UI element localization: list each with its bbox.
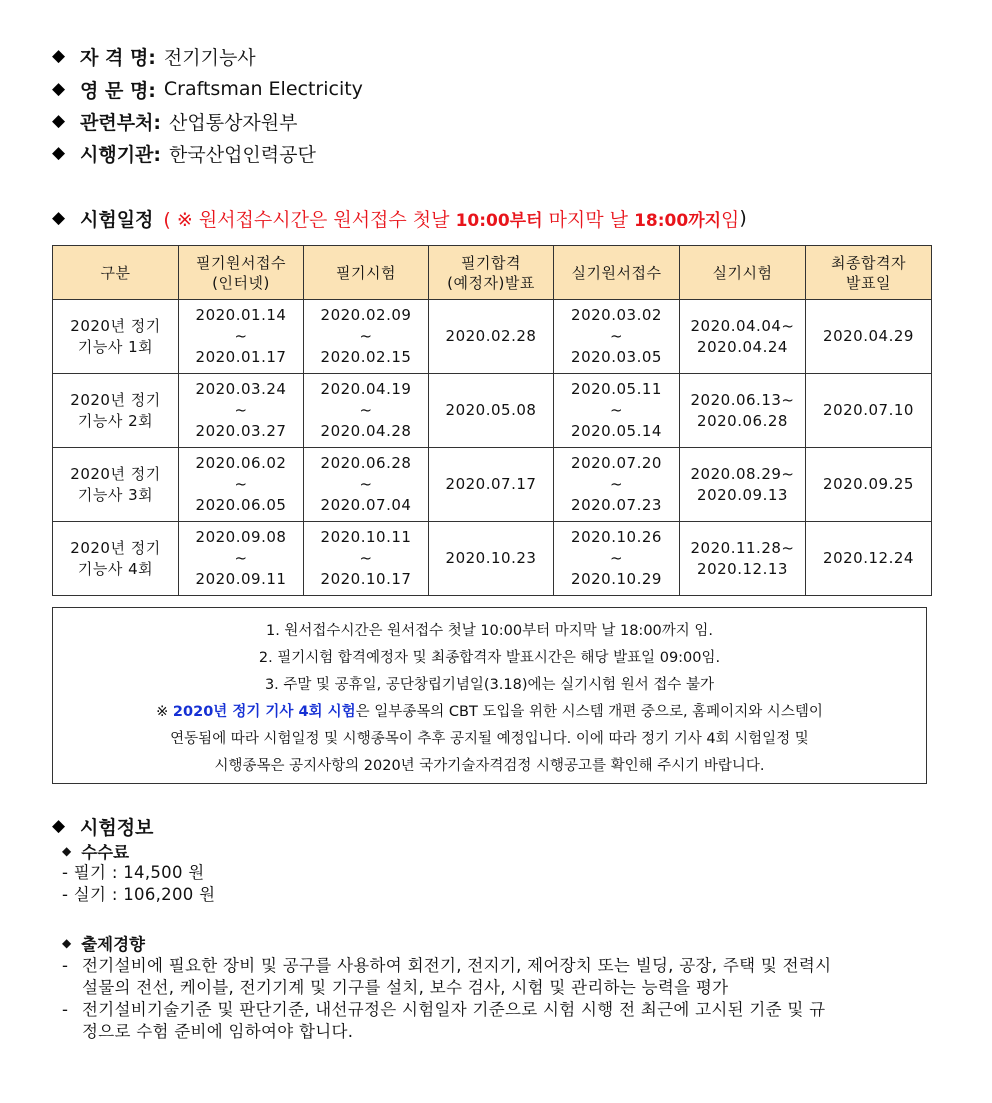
trend-line xyxy=(62,999,825,1021)
info-value: 산업통상자원부 xyxy=(169,111,298,134)
column-header: 필기합격 (예정자)발표 xyxy=(429,246,554,300)
info-label: 영 문 명: xyxy=(80,79,156,102)
note-line-6: 시행종목은 공지사항의 2020년 국가기술자격검정 시행공고를 확인해 주시기 바랍니다. xyxy=(214,758,765,774)
final-result-cell: 2020.07.10 xyxy=(806,374,932,448)
written-result-cell: 2020.05.08 xyxy=(429,374,554,448)
info-row-ministry xyxy=(52,108,298,134)
dash-bullet: - xyxy=(62,1000,69,1019)
schedule-title: 시험일정 xyxy=(80,208,154,231)
schedule-table xyxy=(52,245,932,596)
trend-text: 정으로 수험 준비에 임하여야 합니다. xyxy=(82,1022,354,1041)
written-result-cell: 2020.07.17 xyxy=(429,448,554,522)
diamond-bullet-icon: ◆ xyxy=(52,46,66,66)
info-row-name xyxy=(52,43,256,69)
trend-text: 설물의 전선, 케이블, 전기기계 및 기구를 설치, 보수 검사, 시험 및 관리하는 능력을 평가 xyxy=(82,978,729,997)
dash-bullet: - xyxy=(62,956,69,975)
schedule-note-open: ( ※ 원서접수시간은 원서접수 첫날 xyxy=(163,208,456,231)
trend-text: 전기설비에 필요한 장비 및 공구를 사용하여 회전기, 전지기, 제어장치 또는 빌딩, 공장, 주택 및 전력시 xyxy=(82,956,832,975)
final-result-cell: 2020.04.29 xyxy=(806,300,932,374)
table-row xyxy=(53,374,932,448)
column-header: 구분 xyxy=(53,246,179,300)
column-header: 최종합격자 발표일 xyxy=(806,246,932,300)
schedule-note-mid: 마지막 날 xyxy=(542,208,635,231)
practical-application-cell: 2020.05.11 ~ 2020.05.14 xyxy=(554,374,680,448)
trend-line xyxy=(62,1021,353,1043)
trend-line xyxy=(62,955,831,977)
info-value: 한국산업인력공단 xyxy=(169,143,316,166)
trend-heading xyxy=(62,932,145,954)
info-value: 전기기능사 xyxy=(163,46,256,69)
practical-application-cell: 2020.10.26 ~ 2020.10.29 xyxy=(554,522,680,596)
diamond-bullet-icon: ◆ xyxy=(52,816,66,836)
exam-info-heading xyxy=(52,813,153,839)
trend-line xyxy=(62,977,728,999)
fee-practical: - 실기 : 106,200 원 xyxy=(62,885,216,904)
column-header: 필기시험 xyxy=(304,246,429,300)
round-name-cell: 2020년 정기 기능사 3회 xyxy=(53,448,179,522)
schedule-heading xyxy=(52,203,747,233)
info-row-english-name xyxy=(52,76,363,102)
table-row xyxy=(53,522,932,596)
info-row-agency xyxy=(52,140,316,166)
practical-exam-cell: 2020.06.13~ 2020.06.28 xyxy=(680,374,806,448)
note-text: 은 일부종목의 CBT 도입을 위한 시스템 개편 중으로, 홈페이지와 시스템이 xyxy=(355,704,823,720)
info-label: 관련부처: xyxy=(80,111,162,134)
table-row xyxy=(53,448,932,522)
note-line-4 xyxy=(53,699,926,726)
schedule-note-time-start: 10:00부터 xyxy=(455,210,543,231)
practical-application-cell: 2020.07.20 ~ 2020.07.23 xyxy=(554,448,680,522)
diamond-bullet-icon: ◆ xyxy=(52,208,66,228)
table-header-row xyxy=(53,246,932,300)
notes-box xyxy=(52,607,927,784)
fee-written: - 필기 : 14,500 원 xyxy=(62,863,205,882)
note-line-1: 1. 원서접수시간은 원서접수 첫날 10:00부터 마지막 날 18:00까지 임. xyxy=(265,623,714,639)
note-line-2: 2. 필기시험 합격예정자 및 최종합격자 발표시간은 해당 발표일 09:00임. xyxy=(258,650,721,666)
diamond-bullet-icon: ◆ xyxy=(52,79,66,99)
small-diamond-bullet-icon: ◆ xyxy=(62,936,72,950)
final-result-cell: 2020.12.24 xyxy=(806,522,932,596)
written-exam-cell: 2020.04.19 ~ 2020.04.28 xyxy=(304,374,429,448)
written-result-cell: 2020.02.28 xyxy=(429,300,554,374)
written-application-cell: 2020.03.24 ~ 2020.03.27 xyxy=(179,374,304,448)
note-line-5: 연동됨에 따라 시험일정 및 시행종목이 추후 공지될 예정입니다. 이에 따라 정기 기사 4회 시험일정 및 xyxy=(170,731,809,747)
schedule-note-end: 임 xyxy=(721,208,740,231)
fee-heading xyxy=(62,840,129,862)
practical-exam-cell: 2020.08.29~ 2020.09.13 xyxy=(680,448,806,522)
table-row xyxy=(53,300,932,374)
info-label: 자 격 명: xyxy=(80,46,156,69)
column-header: 필기원서접수 (인터넷) xyxy=(179,246,304,300)
small-diamond-bullet-icon: ◆ xyxy=(62,844,72,858)
trend-text: 전기설비기술기준 및 판단기준, 내선규정은 시험일자 기준으로 시험 시행 전 최근에 고시된 기준 및 규 xyxy=(82,1000,826,1019)
diamond-bullet-icon: ◆ xyxy=(52,143,66,163)
info-value: Craftsman Electricity xyxy=(163,78,363,100)
info-label: 시행기관: xyxy=(80,143,162,166)
fee-title: 수수료 xyxy=(81,843,130,862)
schedule-note-time-end: 18:00까지 xyxy=(634,210,722,231)
written-application-cell: 2020.09.08 ~ 2020.09.11 xyxy=(179,522,304,596)
final-result-cell: 2020.09.25 xyxy=(806,448,932,522)
round-name-cell: 2020년 정기 기능사 2회 xyxy=(53,374,179,448)
practical-exam-cell: 2020.04.04~ 2020.04.24 xyxy=(680,300,806,374)
written-application-cell: 2020.06.02 ~ 2020.06.05 xyxy=(179,448,304,522)
written-exam-cell: 2020.10.11 ~ 2020.10.17 xyxy=(304,522,429,596)
practical-exam-cell: 2020.11.28~ 2020.12.13 xyxy=(680,522,806,596)
note-line-3: 3. 주말 및 공휴일, 공단창립기념일(3.18)에는 실기시험 원서 접수 불가 xyxy=(264,677,715,693)
written-application-cell: 2020.01.14 ~ 2020.01.17 xyxy=(179,300,304,374)
written-exam-cell: 2020.02.09 ~ 2020.02.15 xyxy=(304,300,429,374)
exam-info-title: 시험정보 xyxy=(80,816,154,839)
schedule-note-close: ) xyxy=(739,207,747,229)
round-name-cell: 2020년 정기 기능사 1회 xyxy=(53,300,179,374)
trend-title: 출제경향 xyxy=(81,935,145,954)
round-name-cell: 2020년 정기 기능사 4회 xyxy=(53,522,179,596)
written-result-cell: 2020.10.23 xyxy=(429,522,554,596)
note-reference-mark: ※ xyxy=(156,704,173,720)
note-highlight: 2020년 정기 기사 4회 시험 xyxy=(172,704,356,720)
column-header: 실기원서접수 xyxy=(554,246,680,300)
practical-application-cell: 2020.03.02 ~ 2020.03.05 xyxy=(554,300,680,374)
written-exam-cell: 2020.06.28 ~ 2020.07.04 xyxy=(304,448,429,522)
column-header: 실기시험 xyxy=(680,246,806,300)
diamond-bullet-icon: ◆ xyxy=(52,111,66,131)
